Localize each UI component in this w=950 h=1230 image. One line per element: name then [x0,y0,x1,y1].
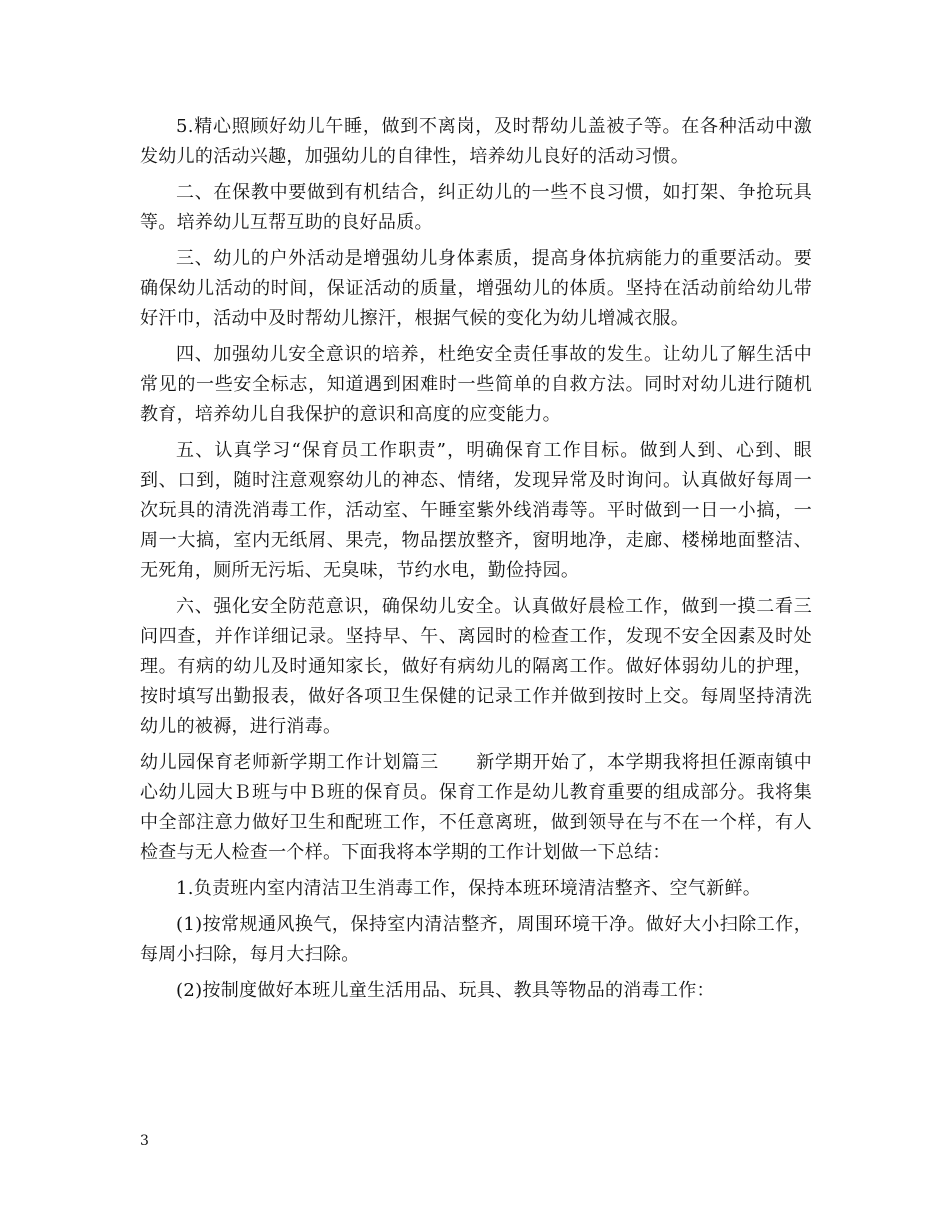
paragraph-item-5: 5.精心照顾好幼儿午睡，做到不离岗，及时帮幼儿盖被子等。在各种活动中激发幼儿的活动兴趣，加强幼儿的自律性，培养幼儿良好的活动习惯。 [140,116,812,167]
paragraph-section-4: 四、加强幼儿安全意识的培养，杜绝安全责任事故的发生。让幼儿了解生活中常见的一些安全标志，知道遇到困难时一些简单的自救方法。同时对幼儿进行随机教育，培养幼儿自我保护的意识和高度的应变能力。 [140,344,812,425]
paragraph-part-three-heading: 幼儿园保育老师新学期工作计划篇三 新学期开始了，本学期我将担任源南镇中心幼儿园大Ｂ班与中Ｂ班的保育员。保育工作是幼儿教育重要的组成部分。我将集中全部注意力做好卫生和配班工作，不任意离班，做到领导在与不在一个样，有人检查与无人检查一个样。下面我将本学期的工作计划做一下总结： [140,752,812,863]
paragraph-item-1: 1.负责班内室内清洁卫生消毒工作，保持本班环境清洁整齐、空气新鲜。 [176,878,762,899]
paragraph-section-5: 五、认真学习“保育员工作职责”，明确保育工作目标。做到人到、心到、眼到、口到，随时注意观察幼儿的神态、情绪，发现异常及时询问。认真做好每周一次玩具的清洗消毒工作，活动室、午睡室紫外线消毒等。平时做到一日一小搞，一周一大搞，室内无纸屑、果壳，物品摆放整齐，窗明地净，走廊、楼梯地面整洁、无死角，厕所无污垢、无臭味，节约水电，勤俭持园。 [140,440,812,581]
paragraph-section-2: 二、在保教中要做到有机结合，纠正幼儿的一些不良习惯，如打架、争抢玩具等。培养幼儿互帮互助的良好品质。 [140,182,812,233]
paragraph-section-6: 六、强化安全防范意识，确保幼儿安全。认真做好晨检工作，做到一摸二看三问四查，并作详细记录。坚持早、午、离园时的检查工作，发现不安全因素及时处理。有病的幼儿及时通知家长，做好有病幼儿的隔离工作。做好体弱幼儿的护理，按时填写出勤报表，做好各项卫生保健的记录工作并做到按时上交。每周坚持清洗幼儿的被褥，进行消毒。 [140,596,812,737]
paragraph-section-3: 三、幼儿的户外活动是增强幼儿身体素质，提高身体抗病能力的重要活动。要确保幼儿活动的时间，保证活动的质量，增强幼儿的体质。坚持在活动前给幼儿带好汗巾，活动中及时帮幼儿擦汗，根据气候的变化为幼儿增减衣服。 [140,248,812,329]
page-number: 3 [140,1133,149,1149]
document-body [140,112,812,1012]
paragraph-subitem-2: (2)按制度做好本班儿童生活用品、玩具、教具等物品的消毒工作： [176,980,715,1001]
paragraph-subitem-1: (1)按常规通风换气，保持室内清洁整齐，周围环境干净。做好大小扫除工作，每周小扫除，每月大扫除。 [140,914,812,965]
